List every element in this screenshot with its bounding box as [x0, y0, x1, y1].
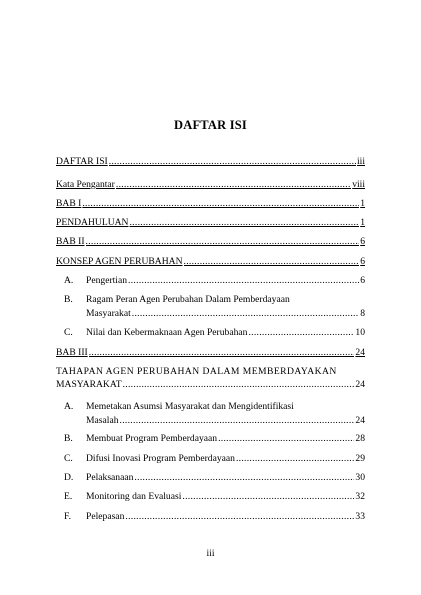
dot-leader	[236, 453, 354, 465]
toc-entry-tahapan-agen-perubahan[interactable]: TAHAPAN AGEN PERUBAHAN DALAM MEMBERDAYAKAN MASYARAKAT ..... 24	[56, 366, 365, 391]
dot-leader	[82, 198, 359, 210]
dot-leader	[123, 379, 355, 391]
dot-leader	[248, 327, 354, 339]
dot-leader	[86, 236, 360, 248]
dot-leader	[182, 491, 354, 503]
toc-entry-bab-3[interactable]: BAB III ..... 24	[56, 347, 365, 359]
toc-entry-monitoring-evaluasi[interactable]: E. Monitoring dan Evaluasi ..... 32	[86, 491, 365, 503]
dot-leader	[116, 179, 351, 191]
toc-entry-pengertian[interactable]: A. Pengertian ..... 6	[86, 275, 365, 287]
toc-entry-bab-2[interactable]: BAB II ..... 6	[56, 236, 365, 248]
page-title: DAFTAR ISI	[174, 118, 247, 132]
dot-leader	[109, 156, 356, 168]
toc-entry-pelepasan[interactable]: F. Pelepasan ..... 33	[86, 511, 365, 523]
toc-entry-konsep-agen-perubahan[interactable]: KONSEP AGEN PERUBAHAN ..... 6	[56, 256, 365, 268]
dot-leader	[89, 347, 355, 359]
toc-entry-kata-pengantar[interactable]: Kata Pengantar ..... viii	[56, 179, 365, 191]
toc-entry-memetakan-asumsi[interactable]: A. Memetakan Asumsi Masyarakat dan Mengidentifikasi Masalah ..... 24	[86, 401, 365, 427]
dot-leader	[184, 256, 360, 268]
toc-entry-nilai-kebermaknaan[interactable]: C. Nilai dan Kebermaknaan Agen Perubahan ..... 10	[86, 327, 365, 339]
toc-entry-daftar-isi[interactable]: DAFTAR ISI ..... iii	[56, 156, 365, 168]
toc-entry-difusi-inovasi[interactable]: C. Difusi Inovasi Program Pemberdayaan ..... 29	[86, 453, 365, 465]
dot-leader	[120, 415, 355, 427]
dot-leader	[132, 308, 359, 320]
toc-entry-pendahuluan[interactable]: PENDAHULUAN ..... 1	[56, 217, 365, 229]
toc-entry-bab-1[interactable]: BAB I ..... 1	[56, 198, 365, 210]
dot-leader	[134, 472, 354, 484]
page-number: iii	[206, 548, 215, 559]
toc-entry-ragam-peran[interactable]: B. Ragam Peran Agen Perubahan Dalam Pemberdayaan Masyarakat ..... 8	[86, 294, 365, 320]
dot-leader	[218, 433, 354, 445]
dot-leader	[129, 217, 359, 229]
dot-leader	[125, 511, 354, 523]
dot-leader	[128, 275, 359, 287]
toc-entry-membuat-program[interactable]: B. Membuat Program Pemberdayaan ..... 28	[86, 433, 365, 445]
toc-entry-pelaksanaan[interactable]: D. Pelaksanaan ..... 30	[86, 472, 365, 484]
